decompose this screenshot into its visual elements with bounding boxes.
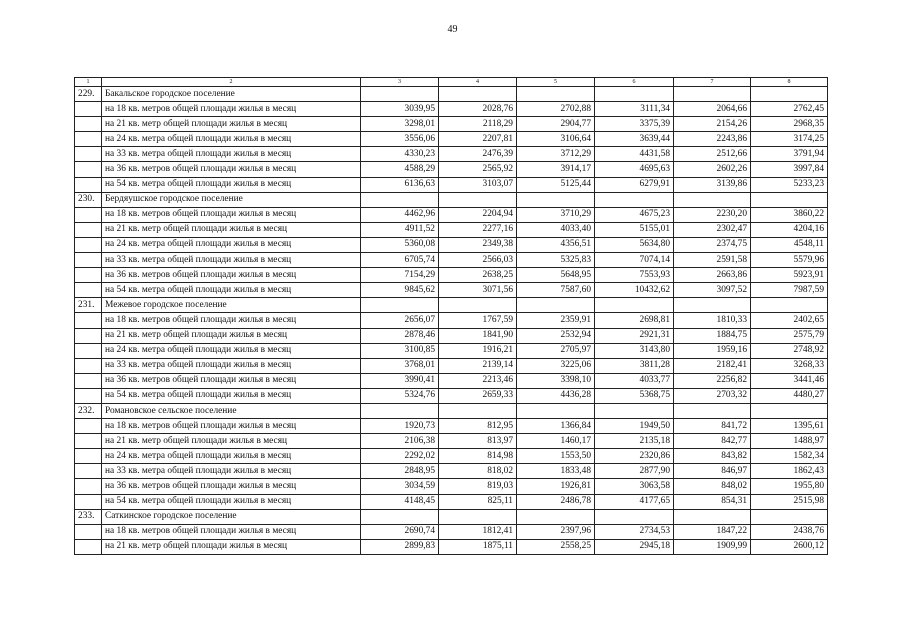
table-row [75,237,828,252]
settlement-row [75,509,828,524]
empty-cell [517,192,595,207]
table-row [75,494,828,509]
index-cell [75,132,102,147]
value-cell: 2182,41 [674,358,751,373]
value-cell: 5648,95 [517,268,595,283]
value-cell: 2762,45 [751,102,828,117]
value-cell: 2320,86 [595,449,674,464]
value-cell: 4911,52 [361,222,439,237]
row-label: на 36 кв. метров общей площади жилья в месяц [102,373,361,388]
row-label: на 24 кв. метра общей площади жилья в месяц [102,449,361,464]
row-label: на 21 кв. метр общей площади жилья в месяц [102,434,361,449]
value-cell: 2558,25 [517,539,595,554]
row-label: на 54 кв. метра общей площади жилья в месяц [102,283,361,298]
value-cell: 843,82 [674,449,751,464]
value-cell: 3298,01 [361,117,439,132]
row-label: на 54 кв. метра общей площади жилья в месяц [102,494,361,509]
empty-cell [674,509,751,524]
empty-cell [361,298,439,313]
index-cell [75,434,102,449]
value-cell: 1841,90 [439,328,517,343]
column-number: 2 [102,78,361,87]
index-cell [75,479,102,494]
value-cell: 2028,76 [439,102,517,117]
empty-cell [674,87,751,102]
value-cell: 2256,82 [674,373,751,388]
value-cell: 3225,06 [517,358,595,373]
index-cell [75,207,102,222]
empty-cell [439,509,517,524]
empty-cell [517,509,595,524]
index-cell [75,147,102,162]
value-cell: 5324,76 [361,388,439,403]
value-cell: 1926,81 [517,479,595,494]
value-cell: 846,97 [674,464,751,479]
value-cell: 2139,14 [439,358,517,373]
empty-cell [517,298,595,313]
value-cell: 4548,11 [751,237,828,252]
value-cell: 3039,95 [361,102,439,117]
value-cell: 5155,01 [595,222,674,237]
value-cell: 813,97 [439,434,517,449]
empty-cell [595,509,674,524]
empty-cell [517,403,595,418]
index-cell [75,539,102,554]
value-cell: 3103,07 [439,177,517,192]
table-row [75,117,828,132]
table-row [75,207,828,222]
value-cell: 2565,92 [439,162,517,177]
empty-cell [751,192,828,207]
row-label: на 24 кв. метра общей площади жилья в месяц [102,237,361,252]
value-cell: 2591,58 [674,253,751,268]
value-cell: 2945,18 [595,539,674,554]
value-cell: 3639,44 [595,132,674,147]
empty-cell [517,87,595,102]
row-label: на 18 кв. метров общей площади жилья в месяц [102,102,361,117]
value-cell: 2349,38 [439,237,517,252]
row-label: на 24 кв. метра общей площади жилья в месяц [102,132,361,147]
value-cell: 2402,65 [751,313,828,328]
value-cell: 3990,41 [361,373,439,388]
index-cell [75,268,102,283]
table-row [75,268,828,283]
value-cell: 3034,59 [361,479,439,494]
table-row [75,464,828,479]
empty-cell [595,192,674,207]
value-cell: 2374,75 [674,237,751,252]
index-cell [75,449,102,464]
index-cell [75,177,102,192]
table-row [75,222,828,237]
value-cell: 1955,80 [751,479,828,494]
table-row [75,147,828,162]
value-cell: 5360,08 [361,237,439,252]
table-row [75,253,828,268]
value-cell: 5233,23 [751,177,828,192]
table-row [75,434,828,449]
index-cell [75,373,102,388]
row-label: на 21 кв. метр общей площади жилья в месяц [102,328,361,343]
value-cell: 2438,76 [751,524,828,539]
value-cell: 2703,32 [674,388,751,403]
value-cell: 2230,20 [674,207,751,222]
settlement-index: 229. [75,87,102,102]
row-label: на 18 кв. метров общей площади жилья в месяц [102,419,361,434]
value-cell: 2921,31 [595,328,674,343]
index-cell [75,117,102,132]
empty-cell [595,87,674,102]
index-cell [75,343,102,358]
value-cell: 2705,97 [517,343,595,358]
value-cell: 2359,91 [517,313,595,328]
row-label: на 54 кв. метра общей площади жилья в месяц [102,388,361,403]
value-cell: 2512,66 [674,147,751,162]
value-cell: 4148,45 [361,494,439,509]
value-cell: 2659,33 [439,388,517,403]
value-cell: 2532,94 [517,328,595,343]
value-cell: 1395,61 [751,419,828,434]
value-cell: 1460,17 [517,434,595,449]
settlement-name: Романовское сельское поселение [102,403,361,418]
table-row [75,313,828,328]
value-cell: 3914,17 [517,162,595,177]
cost-table [74,77,828,555]
table-body [75,87,828,555]
value-cell: 2600,12 [751,539,828,554]
row-label: на 33 кв. метра общей площади жилья в месяц [102,464,361,479]
value-cell: 3441,46 [751,373,828,388]
settlement-name: Межевое городское поселение [102,298,361,313]
value-cell: 2968,35 [751,117,828,132]
value-cell: 3997,84 [751,162,828,177]
table-row [75,419,828,434]
value-cell: 3063,58 [595,479,674,494]
value-cell: 4204,16 [751,222,828,237]
value-cell: 1949,50 [595,419,674,434]
value-cell: 2702,88 [517,102,595,117]
table-row [75,177,828,192]
row-label: на 24 кв. метра общей площади жилья в месяц [102,343,361,358]
value-cell: 1909,99 [674,539,751,554]
column-number-row [75,78,828,87]
settlement-index: 233. [75,509,102,524]
column-number: 6 [595,78,674,87]
row-label: на 54 кв. метра общей площади жилья в месяц [102,177,361,192]
value-cell: 4330,23 [361,147,439,162]
value-cell: 1833,48 [517,464,595,479]
empty-cell [674,403,751,418]
value-cell: 2277,16 [439,222,517,237]
empty-cell [751,298,828,313]
value-cell: 3268,33 [751,358,828,373]
empty-cell [439,192,517,207]
empty-cell [439,87,517,102]
empty-cell [595,403,674,418]
row-label: на 18 кв. метров общей площади жилья в месяц [102,207,361,222]
value-cell: 842,77 [674,434,751,449]
value-cell: 5325,83 [517,253,595,268]
table-row [75,162,828,177]
value-cell: 7553,93 [595,268,674,283]
settlement-name: Бердяушское городское поселение [102,192,361,207]
index-cell [75,253,102,268]
value-cell: 4177,65 [595,494,674,509]
value-cell: 2515,98 [751,494,828,509]
row-label: на 36 кв. метров общей площади жилья в месяц [102,268,361,283]
index-cell [75,358,102,373]
value-cell: 2698,81 [595,313,674,328]
value-cell: 1488,97 [751,434,828,449]
value-cell: 2486,78 [517,494,595,509]
value-cell: 2899,83 [361,539,439,554]
value-cell: 2690,74 [361,524,439,539]
table-row [75,343,828,358]
settlement-index: 232. [75,403,102,418]
value-cell: 2135,18 [595,434,674,449]
value-cell: 1767,59 [439,313,517,328]
value-cell: 4436,28 [517,388,595,403]
value-cell: 3791,94 [751,147,828,162]
value-cell: 3860,22 [751,207,828,222]
value-cell: 3710,29 [517,207,595,222]
empty-cell [439,403,517,418]
empty-cell [361,509,439,524]
value-cell: 1582,34 [751,449,828,464]
table-row [75,373,828,388]
settlement-row [75,192,828,207]
value-cell: 5368,75 [595,388,674,403]
value-cell: 2397,96 [517,524,595,539]
value-cell: 6279,91 [595,177,674,192]
value-cell: 3143,80 [595,343,674,358]
table-row [75,328,828,343]
column-number: 5 [517,78,595,87]
table-row [75,524,828,539]
column-number: 7 [674,78,751,87]
value-cell: 1884,75 [674,328,751,343]
value-cell: 1847,22 [674,524,751,539]
value-cell: 10432,62 [595,283,674,298]
table-row [75,388,828,403]
value-cell: 3556,06 [361,132,439,147]
empty-cell [361,87,439,102]
empty-cell [674,298,751,313]
value-cell: 3398,10 [517,373,595,388]
row-label: на 33 кв. метра общей площади жилья в месяц [102,253,361,268]
value-cell: 2566,03 [439,253,517,268]
page-number: 49 [447,24,458,35]
value-cell: 2638,25 [439,268,517,283]
value-cell: 2118,29 [439,117,517,132]
value-cell: 3106,64 [517,132,595,147]
value-cell: 3174,25 [751,132,828,147]
settlement-row [75,403,828,418]
index-cell [75,222,102,237]
empty-cell [361,403,439,418]
value-cell: 3139,86 [674,177,751,192]
value-cell: 1916,21 [439,343,517,358]
value-cell: 2243,86 [674,132,751,147]
value-cell: 3111,34 [595,102,674,117]
row-label: на 33 кв. метра общей площади жилья в месяц [102,147,361,162]
value-cell: 2213,46 [439,373,517,388]
value-cell: 3100,85 [361,343,439,358]
value-cell: 825,11 [439,494,517,509]
value-cell: 848,02 [674,479,751,494]
value-cell: 4588,29 [361,162,439,177]
column-number: 1 [75,78,102,87]
value-cell: 2734,53 [595,524,674,539]
row-label: на 36 кв. метров общей площади жилья в месяц [102,162,361,177]
column-number: 3 [361,78,439,87]
row-label: на 21 кв. метр общей площади жилья в месяц [102,539,361,554]
table-row [75,132,828,147]
empty-cell [361,192,439,207]
value-cell: 2877,90 [595,464,674,479]
value-cell: 2064,66 [674,102,751,117]
value-cell: 2904,77 [517,117,595,132]
value-cell: 818,02 [439,464,517,479]
value-cell: 5923,91 [751,268,828,283]
value-cell: 3768,01 [361,358,439,373]
value-cell: 1366,84 [517,419,595,434]
empty-cell [751,403,828,418]
value-cell: 1812,41 [439,524,517,539]
settlement-index: 231. [75,298,102,313]
value-cell: 4695,63 [595,162,674,177]
value-cell: 2207,81 [439,132,517,147]
value-cell: 2154,26 [674,117,751,132]
table-row [75,358,828,373]
index-cell [75,419,102,434]
index-cell [75,237,102,252]
value-cell: 5579,96 [751,253,828,268]
table-row [75,102,828,117]
row-label: на 21 кв. метр общей площади жилья в месяц [102,117,361,132]
table-row [75,479,828,494]
value-cell: 1810,33 [674,313,751,328]
row-label: на 18 кв. метров общей площади жилья в месяц [102,313,361,328]
settlement-row [75,87,828,102]
value-cell: 2204,94 [439,207,517,222]
value-cell: 2106,38 [361,434,439,449]
value-cell: 7154,29 [361,268,439,283]
row-label: на 18 кв. метров общей площади жилья в месяц [102,524,361,539]
index-cell [75,494,102,509]
settlement-name: Бакальское городское поселение [102,87,361,102]
value-cell: 854,31 [674,494,751,509]
value-cell: 2663,86 [674,268,751,283]
value-cell: 4480,27 [751,388,828,403]
value-cell: 3097,52 [674,283,751,298]
value-cell: 6136,63 [361,177,439,192]
value-cell: 1862,43 [751,464,828,479]
value-cell: 5125,44 [517,177,595,192]
index-cell [75,313,102,328]
value-cell: 841,72 [674,419,751,434]
value-cell: 1553,50 [517,449,595,464]
value-cell: 1920,73 [361,419,439,434]
value-cell: 2476,39 [439,147,517,162]
value-cell: 7587,60 [517,283,595,298]
empty-cell [751,87,828,102]
value-cell: 7987,59 [751,283,828,298]
empty-cell [674,192,751,207]
value-cell: 4033,40 [517,222,595,237]
column-number: 8 [751,78,828,87]
value-cell: 5634,80 [595,237,674,252]
value-cell: 4462,96 [361,207,439,222]
value-cell: 3375,39 [595,117,674,132]
index-cell [75,388,102,403]
value-cell: 814,98 [439,449,517,464]
index-cell [75,464,102,479]
value-cell: 4675,23 [595,207,674,222]
value-cell: 2878,46 [361,328,439,343]
index-cell [75,162,102,177]
value-cell: 3712,29 [517,147,595,162]
value-cell: 2602,26 [674,162,751,177]
value-cell: 2302,47 [674,222,751,237]
value-cell: 2656,07 [361,313,439,328]
value-cell: 3811,28 [595,358,674,373]
value-cell: 3071,56 [439,283,517,298]
value-cell: 9845,62 [361,283,439,298]
value-cell: 7074,14 [595,253,674,268]
value-cell: 812,95 [439,419,517,434]
value-cell: 1875,11 [439,539,517,554]
value-cell: 4356,51 [517,237,595,252]
value-cell: 2575,79 [751,328,828,343]
column-number: 4 [439,78,517,87]
settlement-index: 230. [75,192,102,207]
index-cell [75,102,102,117]
row-label: на 36 кв. метров общей площади жилья в месяц [102,479,361,494]
value-cell: 4431,58 [595,147,674,162]
value-cell: 2748,92 [751,343,828,358]
empty-cell [439,298,517,313]
row-label: на 21 кв. метр общей площади жилья в месяц [102,222,361,237]
value-cell: 2292,02 [361,449,439,464]
empty-cell [595,298,674,313]
table-row [75,539,828,554]
value-cell: 819,03 [439,479,517,494]
index-cell [75,328,102,343]
index-cell [75,283,102,298]
value-cell: 2848,95 [361,464,439,479]
settlement-row [75,298,828,313]
index-cell [75,524,102,539]
empty-cell [751,509,828,524]
table-row [75,449,828,464]
table-row [75,283,828,298]
row-label: на 33 кв. метра общей площади жилья в месяц [102,358,361,373]
value-cell: 4033,77 [595,373,674,388]
value-cell: 1959,16 [674,343,751,358]
value-cell: 6705,74 [361,253,439,268]
settlement-name: Саткинское городское поселение [102,509,361,524]
